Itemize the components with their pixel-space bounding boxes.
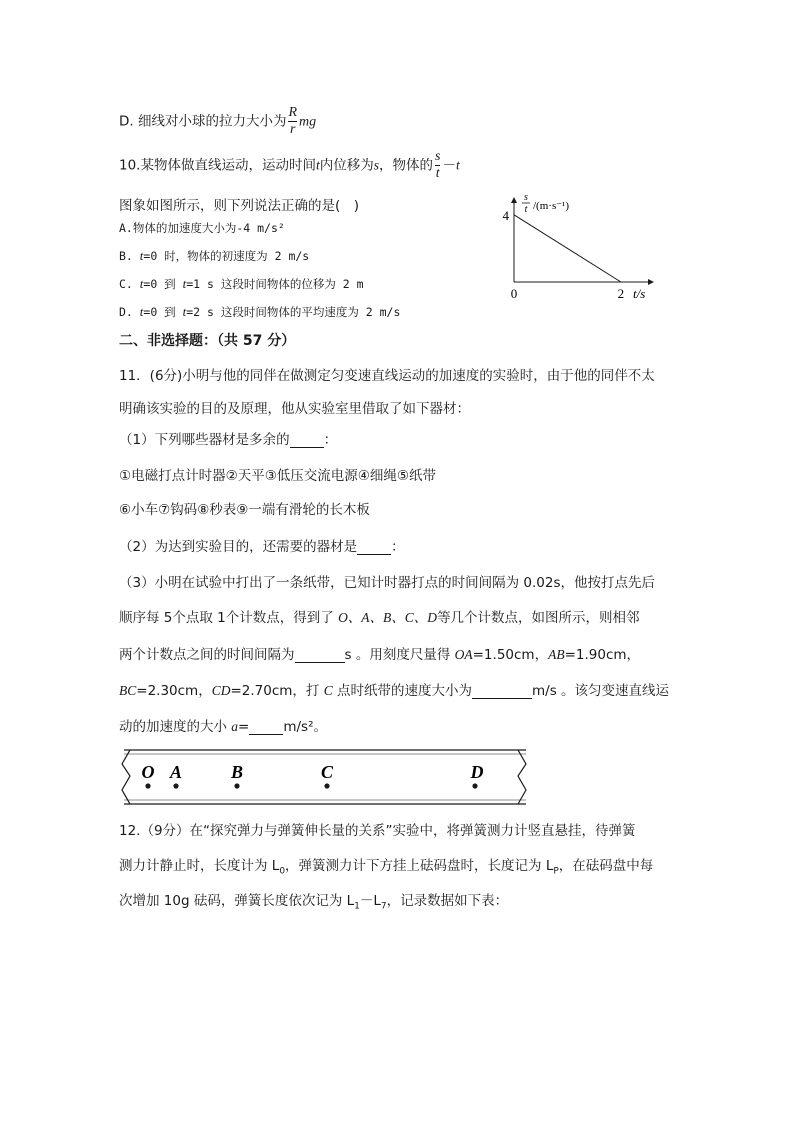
- q10-var-s: s: [373, 157, 380, 173]
- blank-1[interactable]: [290, 433, 324, 448]
- blank-4[interactable]: [472, 684, 532, 699]
- blank-2[interactable]: [357, 540, 391, 555]
- q9-frac-num: R: [288, 105, 298, 120]
- blank-3[interactable]: [295, 648, 345, 663]
- q9-frac-den: r: [290, 122, 296, 137]
- y-tick-label: 4: [502, 207, 509, 223]
- q10-stem-t: t: [455, 157, 460, 173]
- blank-5[interactable]: [249, 720, 283, 735]
- q10-stem-line2: 图象如图所示，则下列说法正确的是( ): [119, 198, 360, 214]
- q10-stem-b: 内位移为: [319, 157, 374, 174]
- point-b-label: B: [230, 762, 244, 782]
- point-c-dot: [324, 783, 329, 788]
- q11-part3-line5: 动的加速度的大小 a= m/s²。: [119, 719, 328, 735]
- q11-part1: （1）下列哪些器材是多余的 ：: [119, 432, 338, 448]
- q9-suffix: mg: [299, 114, 317, 130]
- ylabel-unit: /(m·s⁻¹): [533, 200, 569, 212]
- q10-stem: [119, 150, 460, 181]
- q10-option-d: D. t=0 到 t=2 s 这段时间物体的平均速度为 2 m/s: [119, 304, 401, 319]
- point-b-dot: [234, 783, 239, 788]
- tape-right-edge: [518, 750, 526, 804]
- section2-heading: 二、非选择题：（共 57 分）: [119, 333, 296, 349]
- q11-part3-line1: （3）小明在试验中打出了一条纸带，已知计时器打点的时间间隔为 0.02s，他按打点先后: [119, 575, 655, 591]
- xlabel: t/s: [633, 286, 646, 301]
- q9-option-d-label: D. 细线对小球的拉力大小为: [119, 113, 287, 130]
- q10-option-a: A.物体的加速度大小为-4 m/s²: [119, 221, 285, 235]
- q10-fraction: [435, 150, 440, 181]
- q11-part3-line2: 顺序每 5个点取 1个计数点，得到了 O、A、B、C、D等几个计数点，如图所示，则相邻: [119, 610, 640, 626]
- q11-line2: 明确该实验的目的及原理，他从实验室里借取了如下器材：: [119, 401, 470, 417]
- q10-option-c: C. t=0 到 t=1 s 这段时间物体的位移为 2 m: [119, 276, 364, 291]
- q12-line2: 测力计静止时，长度计为 $L_0$，弹簧测力计下方挂上砝码盘时，长度记为 $L_P$，在砝码盘中每: [119, 858, 654, 877]
- point-d-label: D: [470, 762, 484, 782]
- origin-label: 0: [510, 286, 518, 301]
- tape-left-edge: [122, 750, 130, 804]
- q10-frac-den: t: [435, 166, 440, 181]
- q10-frac-num: s: [435, 149, 441, 164]
- q12-line3: 次增加 10g 砝码，弹簧长度依次记为 $L_1-L_7$，记录数据如下表：: [119, 893, 509, 912]
- q9-fraction: [288, 106, 297, 137]
- point-c-label: C: [320, 762, 334, 782]
- q11-part3-line3: 两个计数点之间的时间间隔为 s 。用刻度尺量得 OA=1.50cm，AB=1.90cm，: [119, 647, 641, 663]
- point-d-dot: [472, 783, 477, 788]
- paper-tape: [118, 746, 538, 808]
- q10-stem-a: 10.某物体做直线运动，运动时间: [119, 157, 316, 174]
- point-a-label: A: [169, 762, 183, 782]
- q11-part3-line4: BC=2.30cm，CD=2.70cm，打 C 点时纸带的速度大小为 m/s 。该匀变速直线运: [119, 683, 670, 699]
- q10-graph: [495, 190, 665, 305]
- ylabel-num: s: [524, 192, 528, 203]
- point-o-label: O: [141, 762, 155, 782]
- series-line: [514, 215, 621, 282]
- q9-option-d: [119, 106, 316, 137]
- q11-line1: 11．(6分)小明与他的同伴在做测定匀变速直线运动的加速度的实验时，由于他的同伴不太: [119, 368, 655, 384]
- q12-line1: 12.（9分）在“探究弹力与弹簧伸长量的关系”实验中，将弹簧测力计竖直悬挂，待弹簧: [119, 823, 636, 839]
- q10-option-b: B. t=0 时，物体的初速度为 2 m/s: [119, 248, 310, 263]
- point-a-dot: [173, 783, 178, 788]
- q10-stem-c: ，物体的: [379, 157, 434, 174]
- x-tick-label: 2: [617, 286, 625, 301]
- q10-stem-d: －: [442, 157, 456, 174]
- q11-items1: ①电磁打点计时器②天平③低压交流电源④细绳⑤纸带: [119, 468, 437, 484]
- q11-items2: ⑥小车⑦钩码⑧秒表⑨一端有滑轮的长木板: [119, 502, 370, 518]
- ylabel-den: t: [524, 204, 528, 215]
- q11-part2: （2）为达到实验目的，还需要的器材是 ：: [119, 539, 405, 555]
- q10-var-t: t: [315, 157, 320, 173]
- point-o-dot: [145, 783, 150, 788]
